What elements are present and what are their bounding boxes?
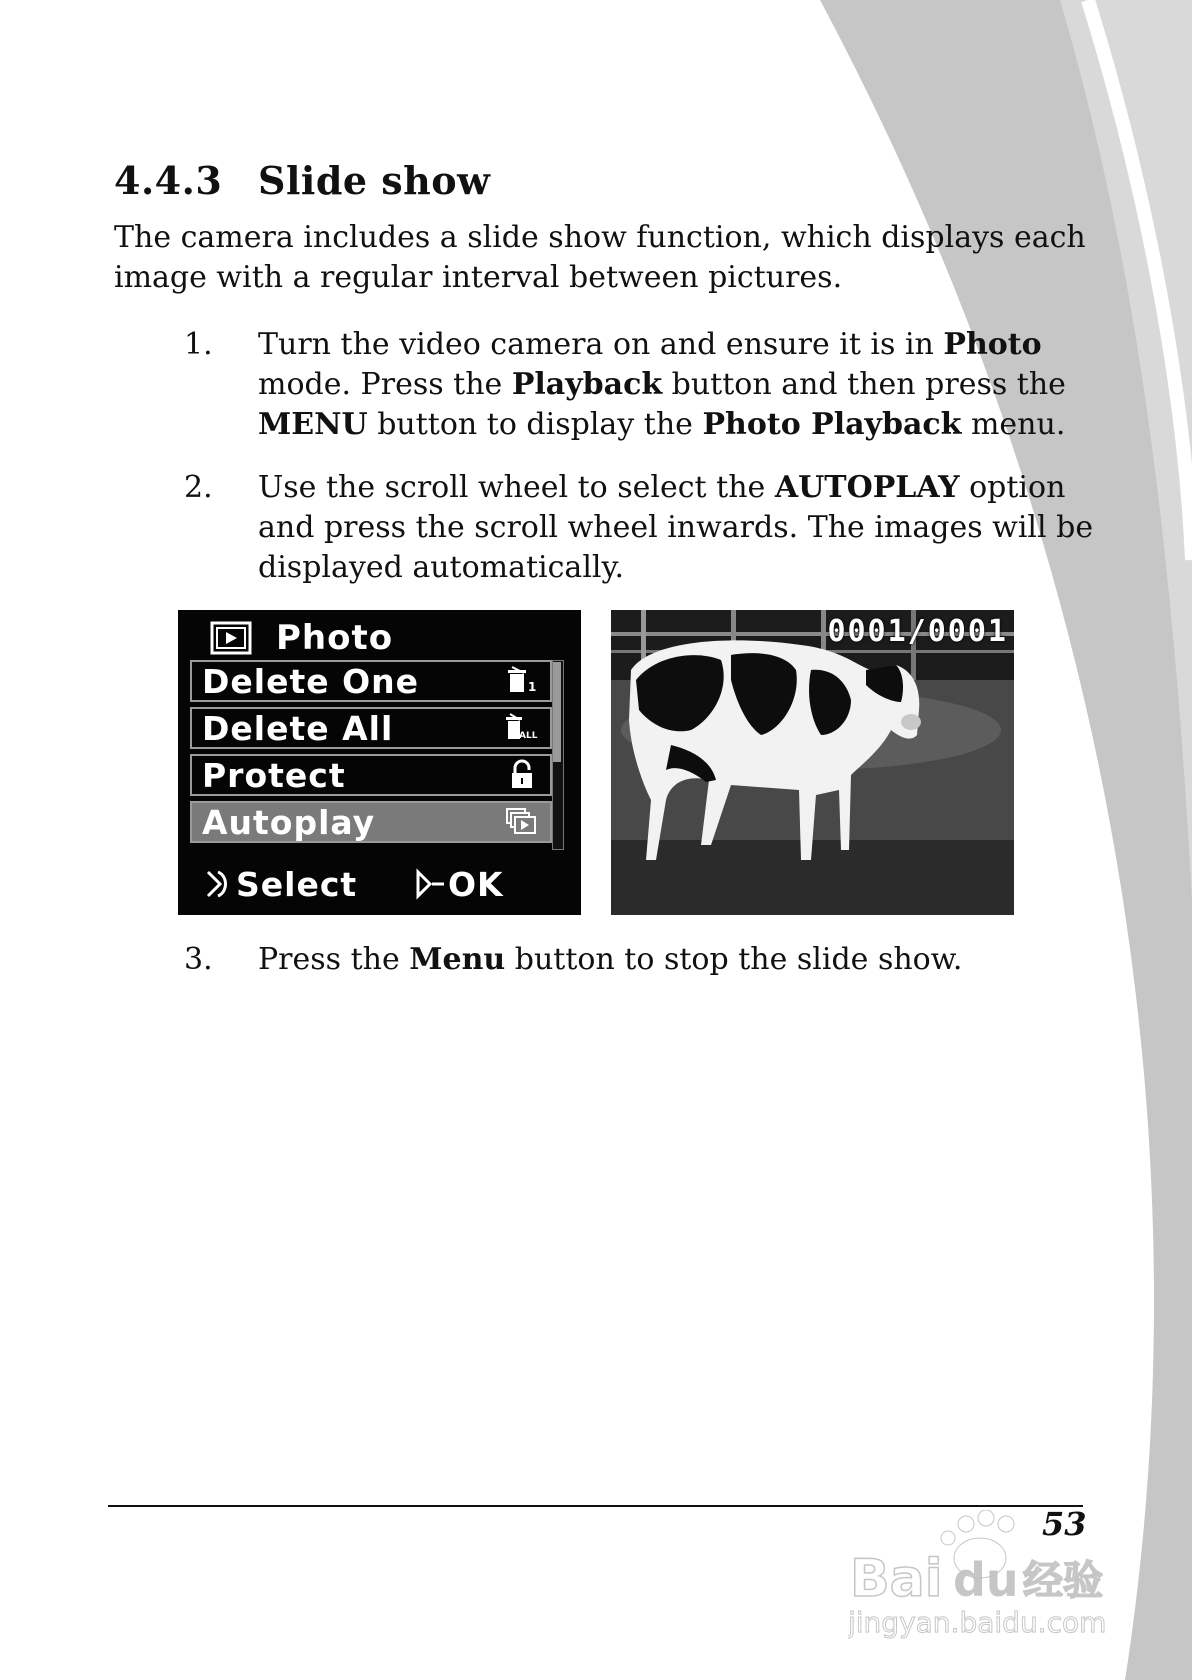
step-text: Turn the video camera on and ensure it is in Photo mode. Press the Playback button and then press the MENU button to display the Photo Playback menu. <box>258 327 1066 442</box>
hint-ok: OK <box>414 862 504 906</box>
scroll-wheel-icon <box>204 868 236 900</box>
trash-all-icon <box>504 712 540 744</box>
menu-item-delete-one[interactable]: Delete One 1 <box>190 660 552 702</box>
trash-one-icon <box>504 665 540 697</box>
press-icon <box>414 868 448 900</box>
svg-text:du: du <box>953 1553 1019 1607</box>
cow-photo <box>611 610 1014 915</box>
intro-paragraph: The camera includes a slide show function, which displays each image with a regular interval between pictures. <box>114 220 1086 295</box>
svg-text:Bai: Bai <box>850 1549 943 1609</box>
step-text: Press the Menu button to stop the slide show. <box>258 942 963 977</box>
lock-icon <box>504 759 540 791</box>
baidu-watermark-logo <box>848 1510 1128 1640</box>
playback-photo <box>611 610 1014 915</box>
slideshow-icon <box>504 806 540 838</box>
menu-item-protect[interactable]: Protect <box>190 754 552 796</box>
svg-text:ALL: ALL <box>519 731 538 741</box>
svg-text:经验: 经验 <box>1023 1558 1103 1604</box>
camera-menu-screenshot <box>178 610 581 915</box>
section-heading <box>114 158 490 203</box>
playback-icon <box>210 621 252 655</box>
footer-rule <box>108 1505 1083 1507</box>
section-title: Slide show <box>258 158 491 203</box>
menu-item-delete-all[interactable]: Delete All ALL <box>190 707 552 749</box>
menu-scrollbar-thumb[interactable] <box>553 662 561 762</box>
step-number: 2. <box>184 470 213 505</box>
menu-item-autoplay[interactable]: Autoplay <box>190 801 552 843</box>
section-number: 4.4.3 <box>114 158 223 203</box>
svg-text:1: 1 <box>528 680 537 694</box>
step-text: Use the scroll wheel to select the AUTOPLAY option and press the scroll wheel inwards. The images will be displayed automatically. <box>258 470 1094 585</box>
photo-counter: 0001/0001 <box>827 614 1008 649</box>
menu-title: Photo <box>210 618 393 658</box>
step-number: 1. <box>184 327 213 362</box>
svg-text:jingyan.baidu.com: jingyan.baidu.com <box>848 1606 1107 1639</box>
page-number: 53 <box>1042 1505 1087 1543</box>
step-number: 3. <box>184 942 213 977</box>
hint-select: Select <box>204 862 357 906</box>
